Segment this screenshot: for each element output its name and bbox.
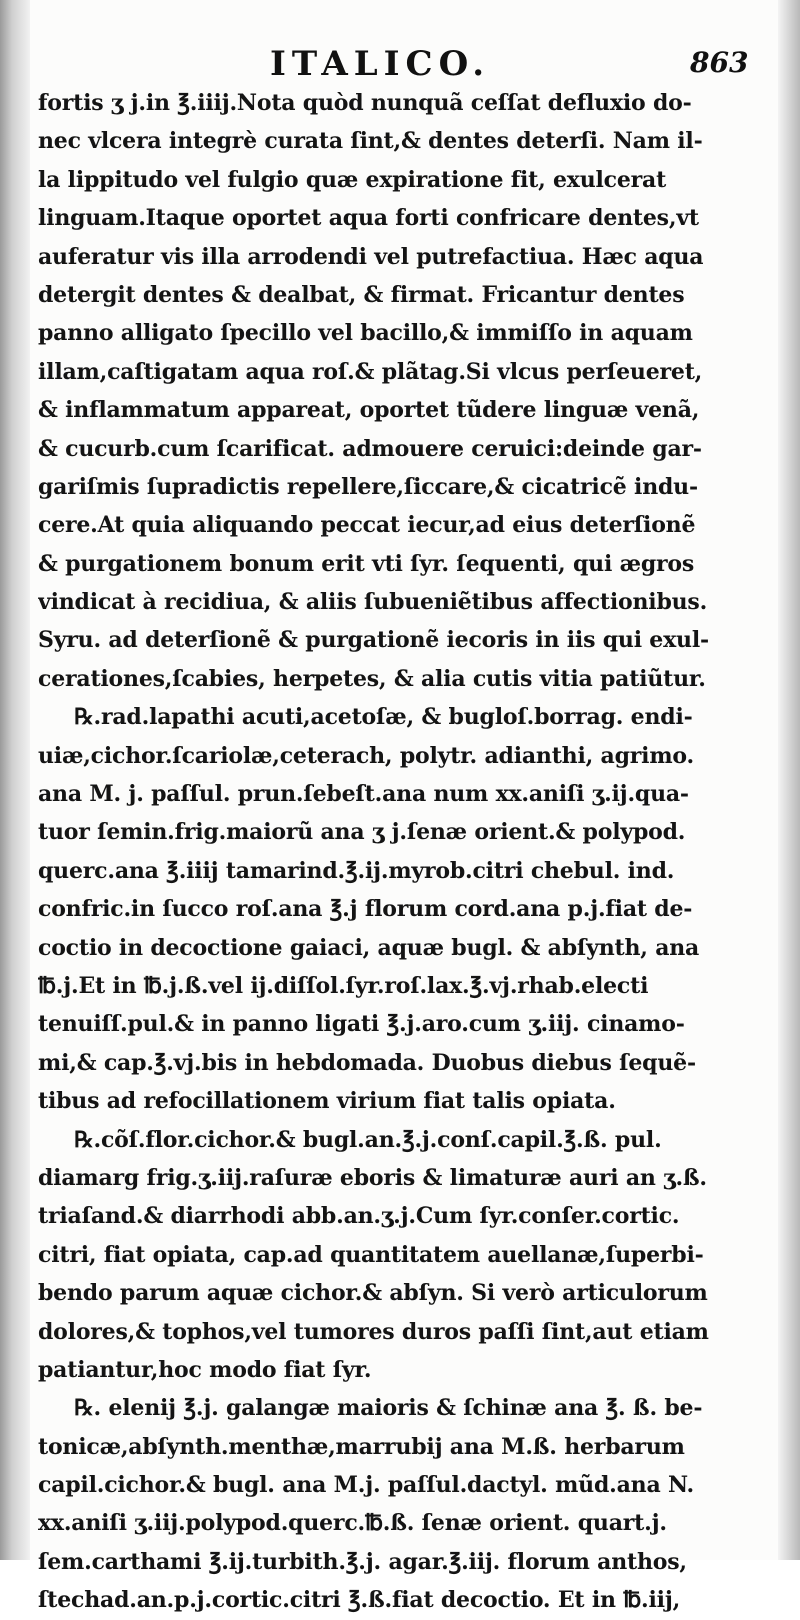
- text-line: illam,caſtigatam aqua roſ.& plãtag.Si vlcus perſeueret,: [38, 358, 703, 385]
- text-line: tonicæ,abſynth.menthæ,marrubij ana M.ß. herbarum: [38, 1433, 685, 1460]
- text-line: uiæ,cichor.ſcariolæ,ceterach, polytr. adianthi, agrimo.: [38, 742, 694, 769]
- text-line: la lippitudo vel fulgio quæ expiratione fit, exulcerat: [38, 166, 667, 193]
- text-line: vindicat à recidiua, & aliis ſubueniẽtibus affectionibus.: [38, 589, 708, 616]
- recipe-line: ℞.rad.lapathi acuti,acetoſæ, & bugloſ.borrag. endi-: [74, 704, 693, 731]
- text-line: & cucurb.cum ſcarificat. admouere ceruici:deinde gar-: [38, 435, 702, 462]
- text-line: diamarg frig.ʒ.iij.raſuræ eboris & limaturæ auri an ʒ.ß.: [38, 1164, 707, 1191]
- text-line: & inflammatum appareat, oportet tũdere linguæ venã,: [38, 397, 700, 424]
- text-line: cerationes,ſcabies, herpetes, & alia cutis vitia patiũtur.: [38, 665, 706, 692]
- text-line: panno alligato ſpecillo vel bacillo,& immiſſo in aquam: [38, 320, 693, 347]
- text-line: querc.ana ℥.iiij tamarind.℥.ij.myrob.citri chebul. ind.: [38, 857, 675, 884]
- text-line: triaſand.& diarrhodi abb.an.ʒ.j.Cum ſyr.conſer.cortic.: [38, 1203, 680, 1230]
- text-line: mi,& cap.℥.vj.bis in hebdomada. Duobus diebus ſequẽ-: [38, 1049, 696, 1076]
- text-line: gariſmis ſupradictis repellere,ſiccare,& cicatricẽ indu-: [38, 473, 698, 500]
- text-line: ana M. j. paſſul. prun.ſebeſt.ana num xx.aniſi ʒ.ij.qua-: [38, 781, 689, 808]
- running-head: ITALICO.: [270, 44, 491, 84]
- text-line: detergit dentes & dealbat, & firmat. Fricantur dentes: [38, 281, 685, 308]
- gutter-shadow: [0, 0, 30, 1560]
- text-line: & purgationem bonum erit vti ſyr. ſequenti, qui ægros: [38, 550, 695, 577]
- text-line: xx.aniſi ʒ.iij.polypod.querc.℔.ß. ſenæ orient. quart.j.: [38, 1510, 667, 1537]
- page-number: 863: [690, 46, 749, 79]
- recipe-line: ℞.cõſ.flor.cichor.& bugl.an.℥.j.conſ.capil.℥.ß. pul.: [74, 1126, 662, 1153]
- text-line: ℔.j.Et in ℔.j.ß.vel ij.diſſol.ſyr.roſ.lax.℥.vj.rhab.electi: [38, 972, 649, 999]
- text-line: bendo parum aquæ cichor.& abſyn. Si verò articulorum: [38, 1280, 708, 1307]
- page-edge: [778, 0, 800, 1560]
- text-line: capil.cichor.& bugl. ana M.j. paſſul.dactyl. mũd.ana N.: [38, 1472, 694, 1499]
- text-line: auferatur vis illa arrodendi vel putrefactiua. Hæc aqua: [38, 243, 704, 270]
- text-line: linguam.Itaque oportet aqua forti confricare dentes,vt: [38, 205, 699, 232]
- text-line: confric.in ſucco roſ.ana ℥.j florum cord.ana p.j.fiat de-: [38, 896, 693, 923]
- text-line: tibus ad refocillationem virium fiat talis opiata.: [38, 1088, 616, 1115]
- text-line: citri, fiat opiata, cap.ad quantitatem auellanæ,ſuperbi-: [38, 1241, 704, 1268]
- text-line: patiantur,hoc modo fiat ſyr.: [38, 1356, 372, 1383]
- page-header: [0, 40, 800, 90]
- text-line: tenuiſſ.pul.& in panno ligati ℥.j.aro.cum ʒ.iij. cinamo-: [38, 1011, 685, 1038]
- text-line: ſem.carthami ℥.ij.turbith.℥.j. agar.℥.iij. florum anthos,: [38, 1548, 687, 1575]
- section-heading-line: Syru. ad deterſionẽ & purgationẽ iecoris in iis qui exul-: [38, 627, 709, 654]
- text-line: fortis ʒ j.in ℥.iiij.Nota quòd nunquã ceſſat defluxio do-: [38, 90, 692, 116]
- text-line: dolores,& tophos,vel tumores duros paſſi ſint,aut etiam: [38, 1318, 709, 1345]
- text-line: coctio in decoctione gaiaci, aquæ bugl. & abſynth, ana: [38, 934, 700, 961]
- text-line: tuor ſemin.frig.maiorũ ana ʒ j.ſenæ orient.& polypod.: [38, 819, 686, 846]
- text-line: ſtechad.an.p.j.cortic.citri ℥.ß.fiat decoctio. Et in ℔.iij,: [38, 1587, 681, 1614]
- recipe-line: ℞. elenij ℥.j. galangæ maioris & ſchinæ ana ℥. ß. be-: [74, 1395, 703, 1422]
- text-line: cere.At quia aliquando peccat iecur,ad eius deterſionẽ: [38, 512, 696, 539]
- body-text: [38, 84, 773, 1620]
- text-line: nec vlcera integrè curata ſint,& dentes deterſi. Nam il-: [38, 128, 703, 155]
